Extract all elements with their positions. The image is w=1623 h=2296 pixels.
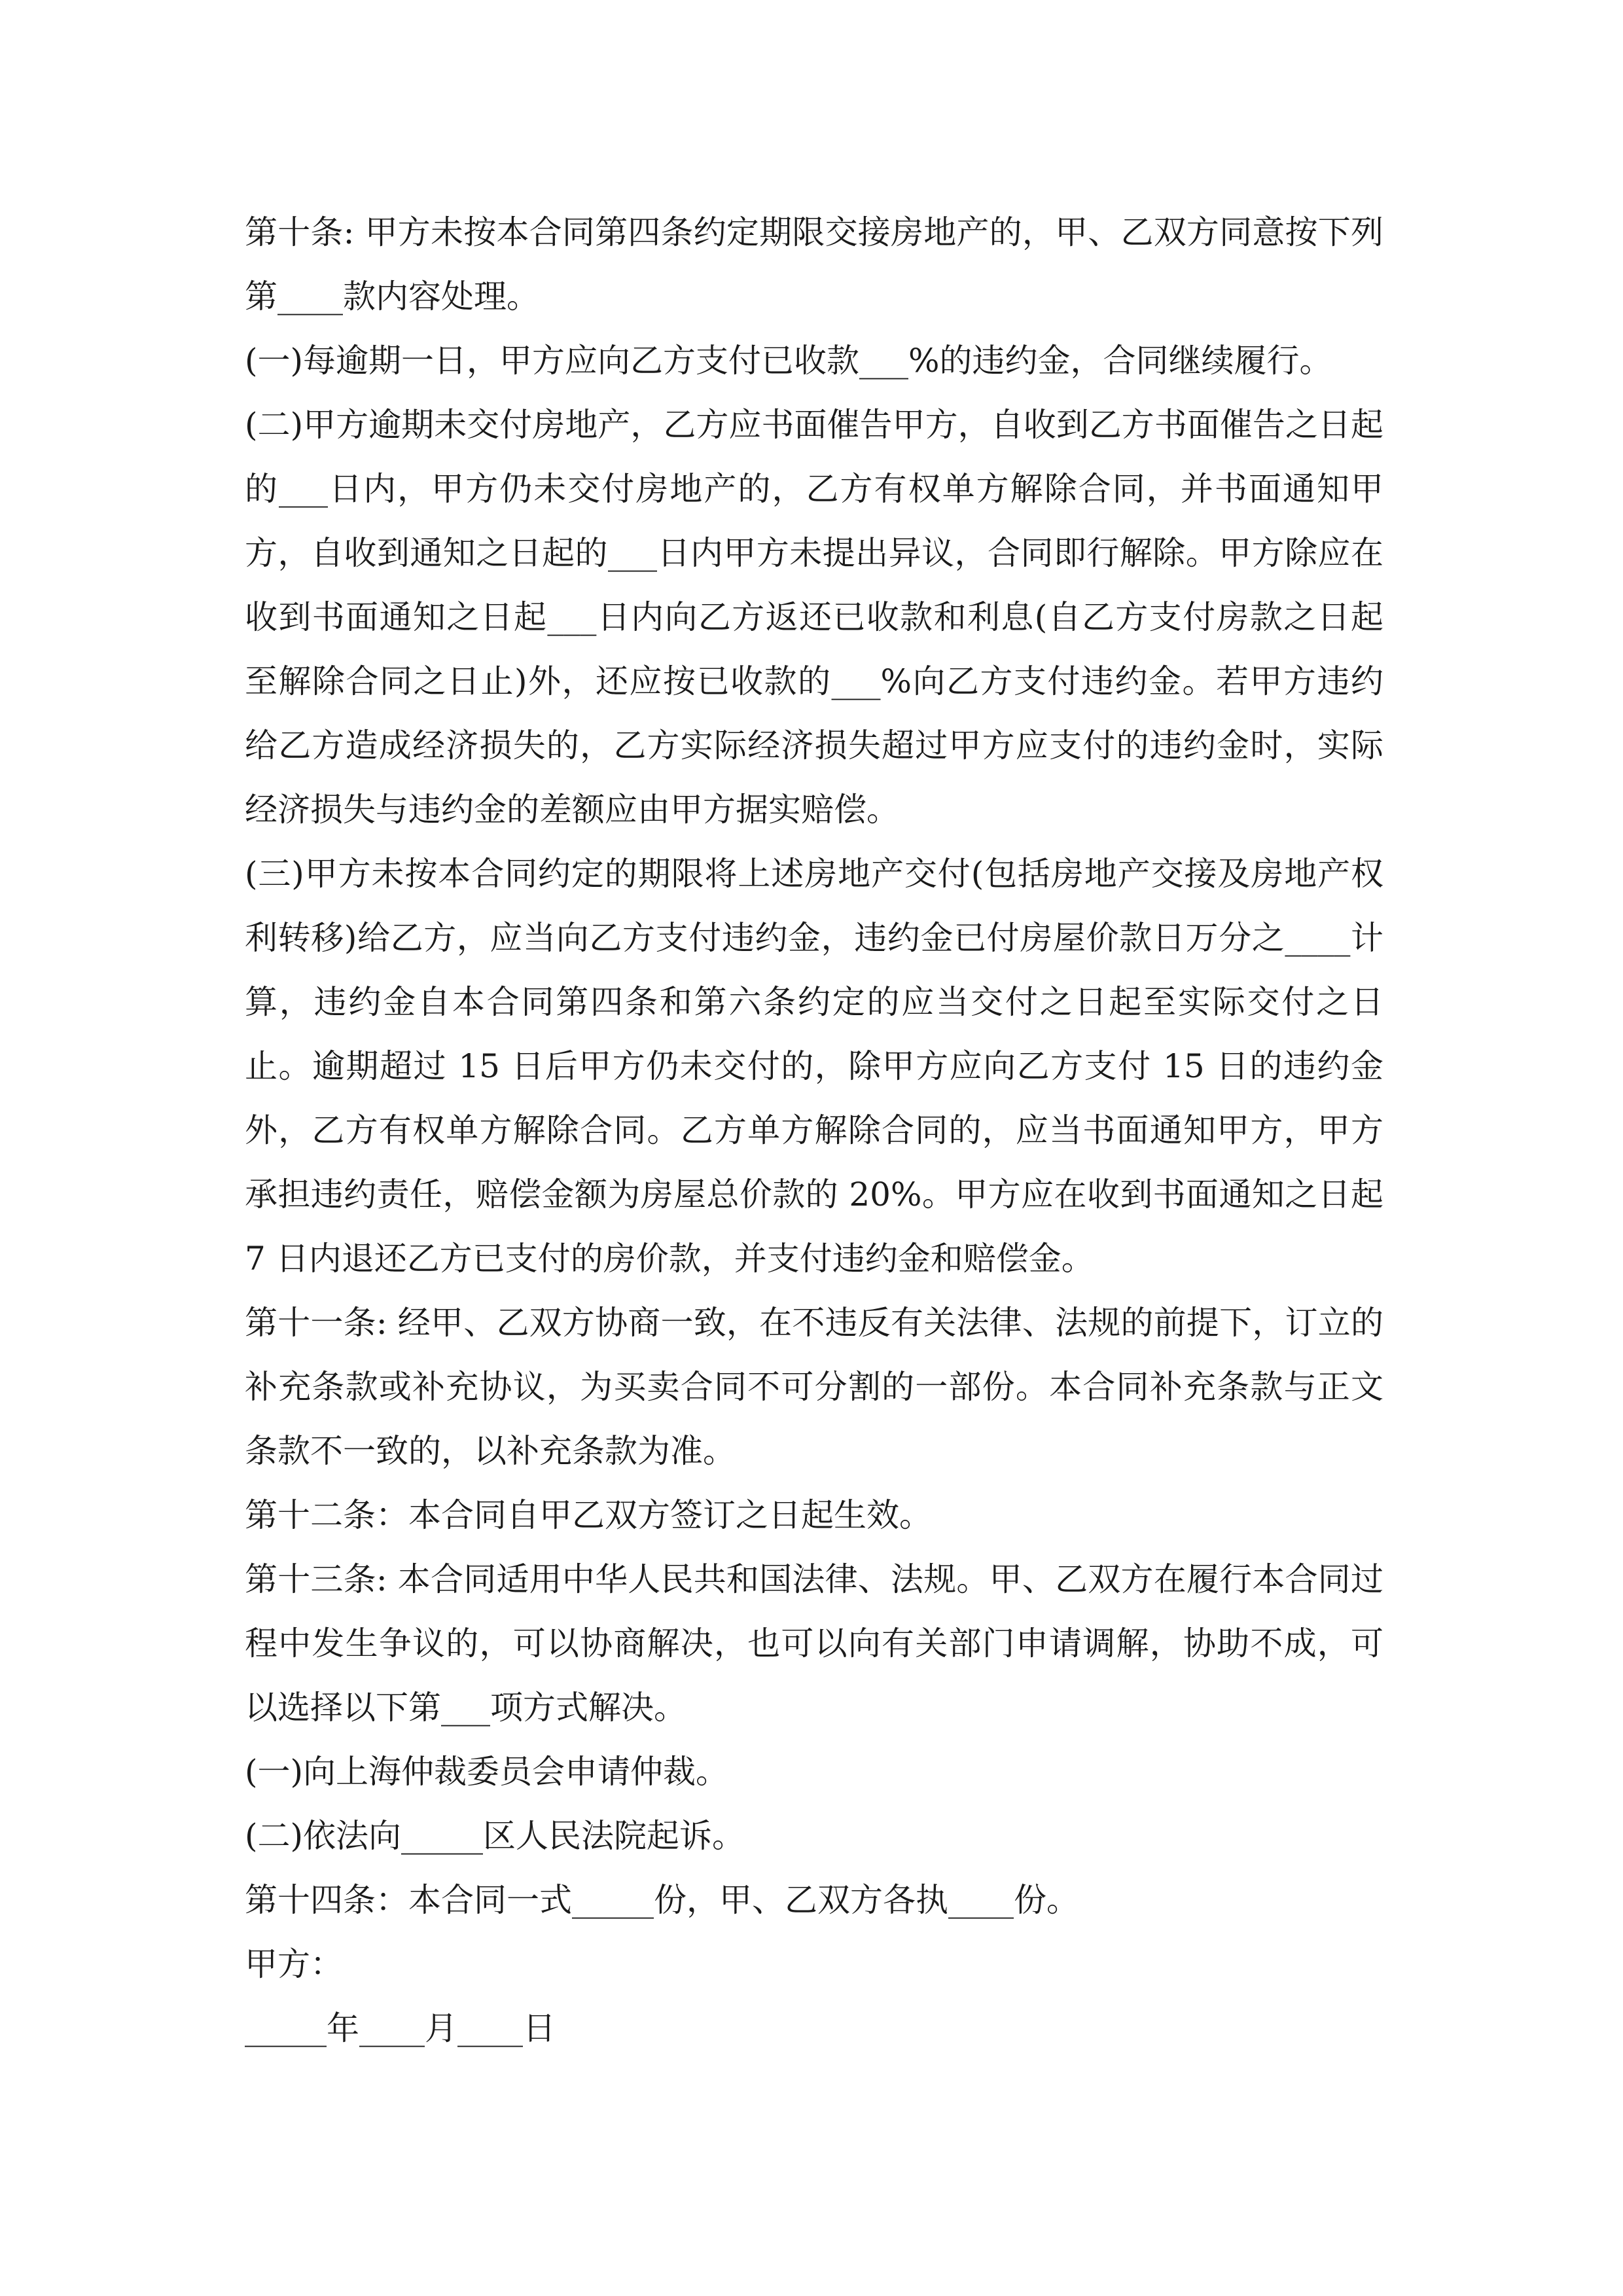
- clause-14: 第十四条：本合同一式_____份，甲、乙双方各执____份。: [245, 1881, 1079, 1919]
- clause-13-item-1: (一)向上海仲裁委员会申请仲裁。: [245, 1753, 729, 1791]
- clause-11: 第十一条: 经甲、乙双方协商一致，在不违反有关法律、法规的前提下，订立的补充条款或补充协议，为买卖合同不可分割的一部份。本合同补充条款与正文条款不一致的，以补充条款为准。: [245, 1304, 1383, 1470]
- clause-13-item-2: (二)依法向_____区人民法院起诉。: [245, 1817, 745, 1855]
- clause-10-item-2: (二)甲方逾期未交付房地产，乙方应书面催告甲方，自收到乙方书面催告之日起的___日内，甲方仍未交付房地产的，乙方有权单方解除合同，并书面通知甲方，自收到通知之日起的___日内甲方未提出异议，合同即行解除。甲方除应在收到书面通知之日起___日内向乙方返还已收款和利息(自乙方支付房款之日起至解除合同之日止)外，还应按已收款的___%向乙方支付违约金。若甲方违约给乙方造成经济损失的，乙方实际经济损失超过甲方应支付的违约金时，实际经济损失与违约金的差额应由甲方据实赔偿。: [245, 406, 1383, 829]
- clause-10-item-3: (三)甲方未按本合同约定的期限将上述房地产交付(包括房地产交接及房地产权利转移)给乙方，应当向乙方支付违约金，违约金已付房屋价款日万分之____计算，违约金自本合同第四条和第六条约定的应当交付之日起至实际交付之日止。逾期超过 15 日后甲方仍未交付的，除甲方应向乙方支付 15 日的违约金外，乙方有权单方解除合同。乙方单方解除合同的，应当书面通知甲方，甲方承担违约责任，赔偿金额为房屋总价款的 20%。甲方应在收到书面通知之日起 7 日内退还乙方已支付的房价款，并支付违约金和赔偿金。: [245, 855, 1383, 1278]
- document-body: [245, 200, 1383, 2060]
- party-a-signature-label: 甲方：: [245, 1945, 343, 1983]
- clause-12: 第十二条：本合同自甲乙双方签订之日起生效。: [245, 1496, 932, 1534]
- signature-date: _____年____月____日: [245, 2009, 556, 2047]
- clause-10: 第十条: 甲方未按本合同第四条约定期限交接房地产的，甲、乙双方同意按下列第____款内容处理。: [245, 213, 1383, 315]
- clause-10-item-1: (一)每逾期一日，甲方应向乙方支付已收款___%的违约金，合同继续履行。: [245, 342, 1332, 380]
- clause-13: 第十三条: 本合同适用中华人民共和国法律、法规。甲、乙双方在履行本合同过程中发生争议的，可以协商解决，也可以向有关部门申请调解，协助不成，可以选择以下第___项方式解决。: [245, 1560, 1383, 1727]
